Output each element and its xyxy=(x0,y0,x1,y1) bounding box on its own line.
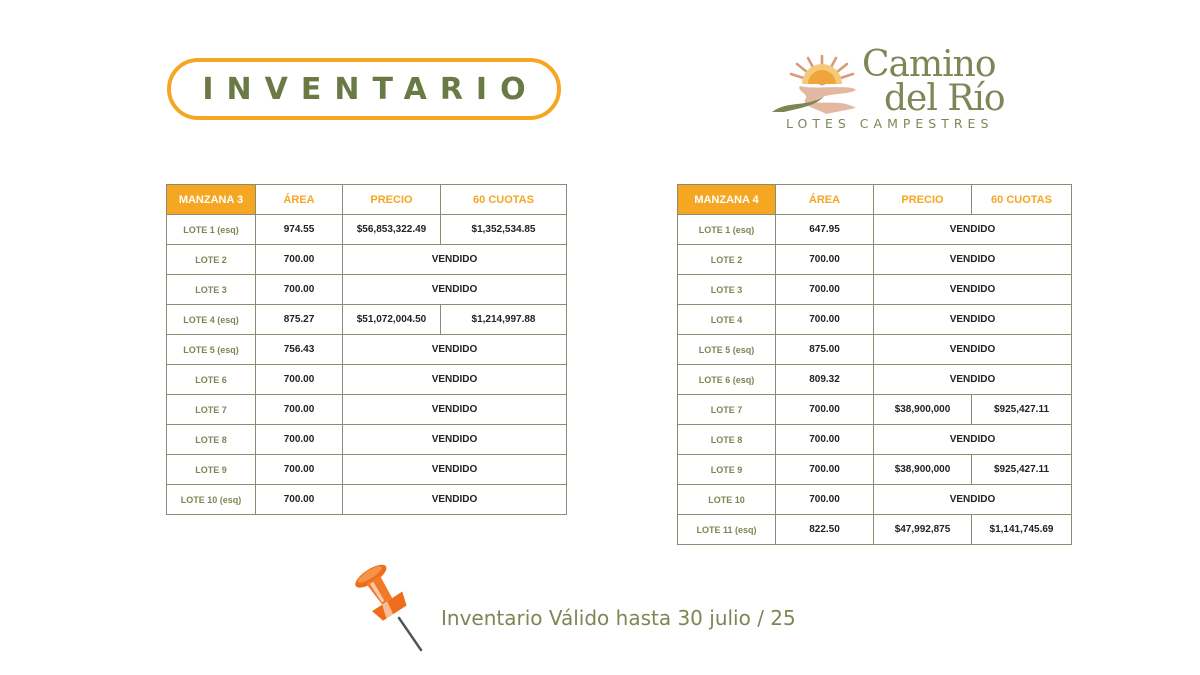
lote-cell: LOTE 4 (esq) xyxy=(167,305,256,335)
table-row xyxy=(678,455,1072,485)
status-cell: VENDIDO xyxy=(343,275,567,305)
column-header: 60 CUOTAS xyxy=(441,185,567,215)
area-cell: 700.00 xyxy=(776,455,874,485)
column-header: 60 CUOTAS xyxy=(972,185,1072,215)
price-cell: $38,900,000 xyxy=(874,455,972,485)
lote-cell: LOTE 2 xyxy=(678,245,776,275)
lote-cell: LOTE 4 xyxy=(678,305,776,335)
inventory-table-manzana-3 xyxy=(166,184,567,515)
inventory-table-manzana-4 xyxy=(677,184,1072,545)
lote-cell: LOTE 11 (esq) xyxy=(678,515,776,545)
price-cell: $51,072,004.50 xyxy=(343,305,441,335)
table-row xyxy=(167,245,567,275)
table-row xyxy=(167,305,567,335)
area-cell: 700.00 xyxy=(776,485,874,515)
table-row xyxy=(167,275,567,305)
table-row xyxy=(167,425,567,455)
lote-cell: LOTE 1 (esq) xyxy=(678,215,776,245)
area-cell: 700.00 xyxy=(776,275,874,305)
status-cell: VENDIDO xyxy=(874,215,1072,245)
status-cell: VENDIDO xyxy=(874,425,1072,455)
area-cell: 974.55 xyxy=(256,215,343,245)
column-header: MANZANA 4 xyxy=(678,185,776,215)
area-cell: 809.32 xyxy=(776,365,874,395)
table-header-row xyxy=(167,185,567,215)
area-cell: 700.00 xyxy=(776,395,874,425)
lote-cell: LOTE 7 xyxy=(678,395,776,425)
table-row xyxy=(678,485,1072,515)
column-header: PRECIO xyxy=(343,185,441,215)
lote-cell: LOTE 10 xyxy=(678,485,776,515)
price-cell: $47,992,875 xyxy=(874,515,972,545)
installment-cell: $925,427.11 xyxy=(972,395,1072,425)
area-cell: 822.50 xyxy=(776,515,874,545)
installment-cell: $1,352,534.85 xyxy=(441,215,567,245)
inventory-title-pill xyxy=(167,58,561,120)
status-cell: VENDIDO xyxy=(874,245,1072,275)
lote-cell: LOTE 3 xyxy=(678,275,776,305)
table-row xyxy=(167,485,567,515)
lote-cell: LOTE 8 xyxy=(167,425,256,455)
table-row xyxy=(167,215,567,245)
installment-cell: $1,214,997.88 xyxy=(441,305,567,335)
status-cell: VENDIDO xyxy=(874,335,1072,365)
lote-cell: LOTE 3 xyxy=(167,275,256,305)
status-cell: VENDIDO xyxy=(343,245,567,275)
lote-cell: LOTE 10 (esq) xyxy=(167,485,256,515)
logo-line-1: Camino xyxy=(862,44,996,85)
table-row xyxy=(678,425,1072,455)
table-row xyxy=(167,335,567,365)
table-row xyxy=(678,245,1072,275)
area-cell: 647.95 xyxy=(776,215,874,245)
area-cell: 700.00 xyxy=(256,455,343,485)
table-row xyxy=(678,335,1072,365)
column-header: ÁREA xyxy=(256,185,343,215)
lote-cell: LOTE 8 xyxy=(678,425,776,455)
lote-cell: LOTE 6 xyxy=(167,365,256,395)
table-row xyxy=(678,515,1072,545)
table-header-row xyxy=(678,185,1072,215)
column-header: PRECIO xyxy=(874,185,972,215)
logo-wordmark xyxy=(862,44,1005,119)
price-cell: $56,853,322.49 xyxy=(343,215,441,245)
area-cell: 700.00 xyxy=(776,305,874,335)
installment-cell: $1,141,745.69 xyxy=(972,515,1072,545)
area-cell: 700.00 xyxy=(256,395,343,425)
area-cell: 875.27 xyxy=(256,305,343,335)
lote-cell: LOTE 9 xyxy=(167,455,256,485)
lote-cell: LOTE 2 xyxy=(167,245,256,275)
status-cell: VENDIDO xyxy=(874,365,1072,395)
area-cell: 700.00 xyxy=(256,485,343,515)
pushpin-icon xyxy=(355,560,430,655)
status-cell: VENDIDO xyxy=(874,485,1072,515)
table-row xyxy=(678,365,1072,395)
lote-cell: LOTE 5 (esq) xyxy=(678,335,776,365)
status-cell: VENDIDO xyxy=(343,485,567,515)
column-header: ÁREA xyxy=(776,185,874,215)
status-cell: VENDIDO xyxy=(343,425,567,455)
table-row xyxy=(167,395,567,425)
status-cell: VENDIDO xyxy=(343,455,567,485)
area-cell: 700.00 xyxy=(256,245,343,275)
lote-cell: LOTE 7 xyxy=(167,395,256,425)
camino-del-rio-logo xyxy=(770,44,1010,138)
area-cell: 756.43 xyxy=(256,335,343,365)
table-row xyxy=(167,365,567,395)
area-cell: 700.00 xyxy=(776,425,874,455)
installment-cell: $925,427.11 xyxy=(972,455,1072,485)
area-cell: 700.00 xyxy=(256,275,343,305)
status-cell: VENDIDO xyxy=(343,395,567,425)
status-cell: VENDIDO xyxy=(874,275,1072,305)
area-cell: 700.00 xyxy=(256,425,343,455)
table-row xyxy=(678,395,1072,425)
table-row xyxy=(678,215,1072,245)
price-cell: $38,900,000 xyxy=(874,395,972,425)
lote-cell: LOTE 1 (esq) xyxy=(167,215,256,245)
status-cell: VENDIDO xyxy=(874,305,1072,335)
column-header: MANZANA 3 xyxy=(167,185,256,215)
table-row xyxy=(678,305,1072,335)
area-cell: 875.00 xyxy=(776,335,874,365)
page-title: INVENTARIO xyxy=(202,71,539,107)
validity-note: Inventario Válido hasta 30 julio / 25 xyxy=(441,606,796,630)
status-cell: VENDIDO xyxy=(343,365,567,395)
sunrise-river-icon xyxy=(770,50,870,120)
lote-cell: LOTE 6 (esq) xyxy=(678,365,776,395)
table-row xyxy=(167,455,567,485)
logo-subtitle: LOTES CAMPESTRES xyxy=(786,116,994,131)
lote-cell: LOTE 5 (esq) xyxy=(167,335,256,365)
status-cell: VENDIDO xyxy=(343,335,567,365)
logo-line-2: del Río xyxy=(884,78,1005,119)
table-row xyxy=(678,275,1072,305)
area-cell: 700.00 xyxy=(256,365,343,395)
area-cell: 700.00 xyxy=(776,245,874,275)
lote-cell: LOTE 9 xyxy=(678,455,776,485)
